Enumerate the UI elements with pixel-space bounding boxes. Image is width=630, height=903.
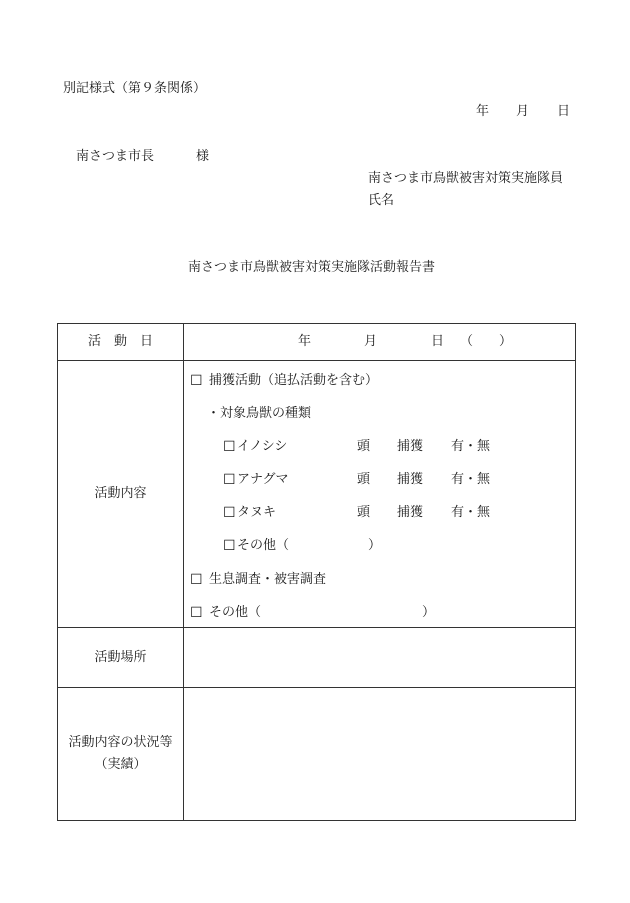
species-anaguma-name: アナグマ — [237, 472, 289, 487]
activity-status-row — [58, 688, 576, 821]
activity-content-row — [58, 361, 576, 628]
activity-status-label — [58, 688, 184, 821]
species-heading: ・対象鳥獣の種類 — [207, 406, 312, 421]
activity-status-label-line2: （実績） — [94, 757, 147, 772]
activity-place-field[interactable] — [184, 628, 576, 688]
species-other-label: その他（ — [237, 538, 290, 553]
activity-place-row — [58, 628, 576, 688]
activity-day: 日 — [431, 334, 445, 349]
activity-content-field — [184, 361, 576, 628]
other-activity-close: ） — [422, 605, 436, 620]
capture-activity-checkbox[interactable]: ☐ — [190, 373, 203, 389]
report-table — [57, 323, 576, 821]
species-anaguma-checkbox[interactable]: ☐ — [223, 472, 236, 488]
species-inoshishi-name: イノシシ — [237, 439, 288, 454]
reporter-name-label: 氏名 — [368, 193, 395, 208]
species-tanuki-unit: 頭 — [357, 505, 371, 520]
date-year-label: 年 — [476, 104, 490, 119]
activity-date-row — [58, 324, 576, 361]
other-activity-label: その他（ — [209, 605, 262, 620]
honorific: 様 — [196, 149, 210, 164]
species-inoshishi-capture: 捕獲 — [397, 439, 424, 454]
species-tanuki-yesno: 有・無 — [451, 505, 491, 520]
species-tanuki-checkbox[interactable]: ☐ — [223, 505, 236, 521]
species-anaguma-unit: 頭 — [357, 472, 371, 487]
species-inoshishi-unit: 頭 — [357, 439, 371, 454]
form-reference: 別記様式（第９条関係） — [63, 81, 207, 96]
date-month-label: 月 — [516, 104, 530, 119]
activity-status-label-line1: 活動内容の状況等 — [68, 735, 173, 750]
activity-content-label: 活動内容 — [58, 361, 184, 628]
species-tanuki-name: タヌキ — [237, 505, 277, 520]
species-other-close: ） — [368, 538, 382, 553]
addressee: 南さつま市長 — [76, 149, 155, 164]
document-title: 南さつま市鳥獣被害対策実施隊活動報告書 — [188, 260, 436, 275]
species-anaguma-yesno: 有・無 — [451, 472, 491, 487]
capture-activity-label: 捕獲活動（追払活動を含む） — [209, 373, 379, 388]
species-inoshishi-checkbox[interactable]: ☐ — [223, 439, 236, 455]
species-other-checkbox[interactable]: ☐ — [223, 538, 236, 554]
survey-checkbox[interactable]: ☐ — [190, 572, 203, 588]
activity-status-field[interactable] — [184, 688, 576, 821]
activity-place-label: 活動場所 — [58, 628, 184, 688]
activity-date-label: 活 動 日 — [58, 324, 184, 361]
other-activity-checkbox[interactable]: ☐ — [190, 605, 203, 621]
activity-month: 月 — [364, 334, 378, 349]
activity-weekday: （ ） — [460, 334, 513, 349]
activity-year: 年 — [298, 334, 312, 349]
survey-label: 生息調査・被害調査 — [209, 572, 327, 587]
activity-date-field[interactable] — [184, 324, 576, 361]
species-inoshishi-yesno: 有・無 — [451, 439, 491, 454]
species-tanuki-capture: 捕獲 — [397, 505, 424, 520]
species-anaguma-capture: 捕獲 — [397, 472, 424, 487]
date-day-label: 日 — [557, 104, 571, 119]
reporter-org: 南さつま市鳥獣被害対策実施隊員 — [368, 171, 564, 186]
